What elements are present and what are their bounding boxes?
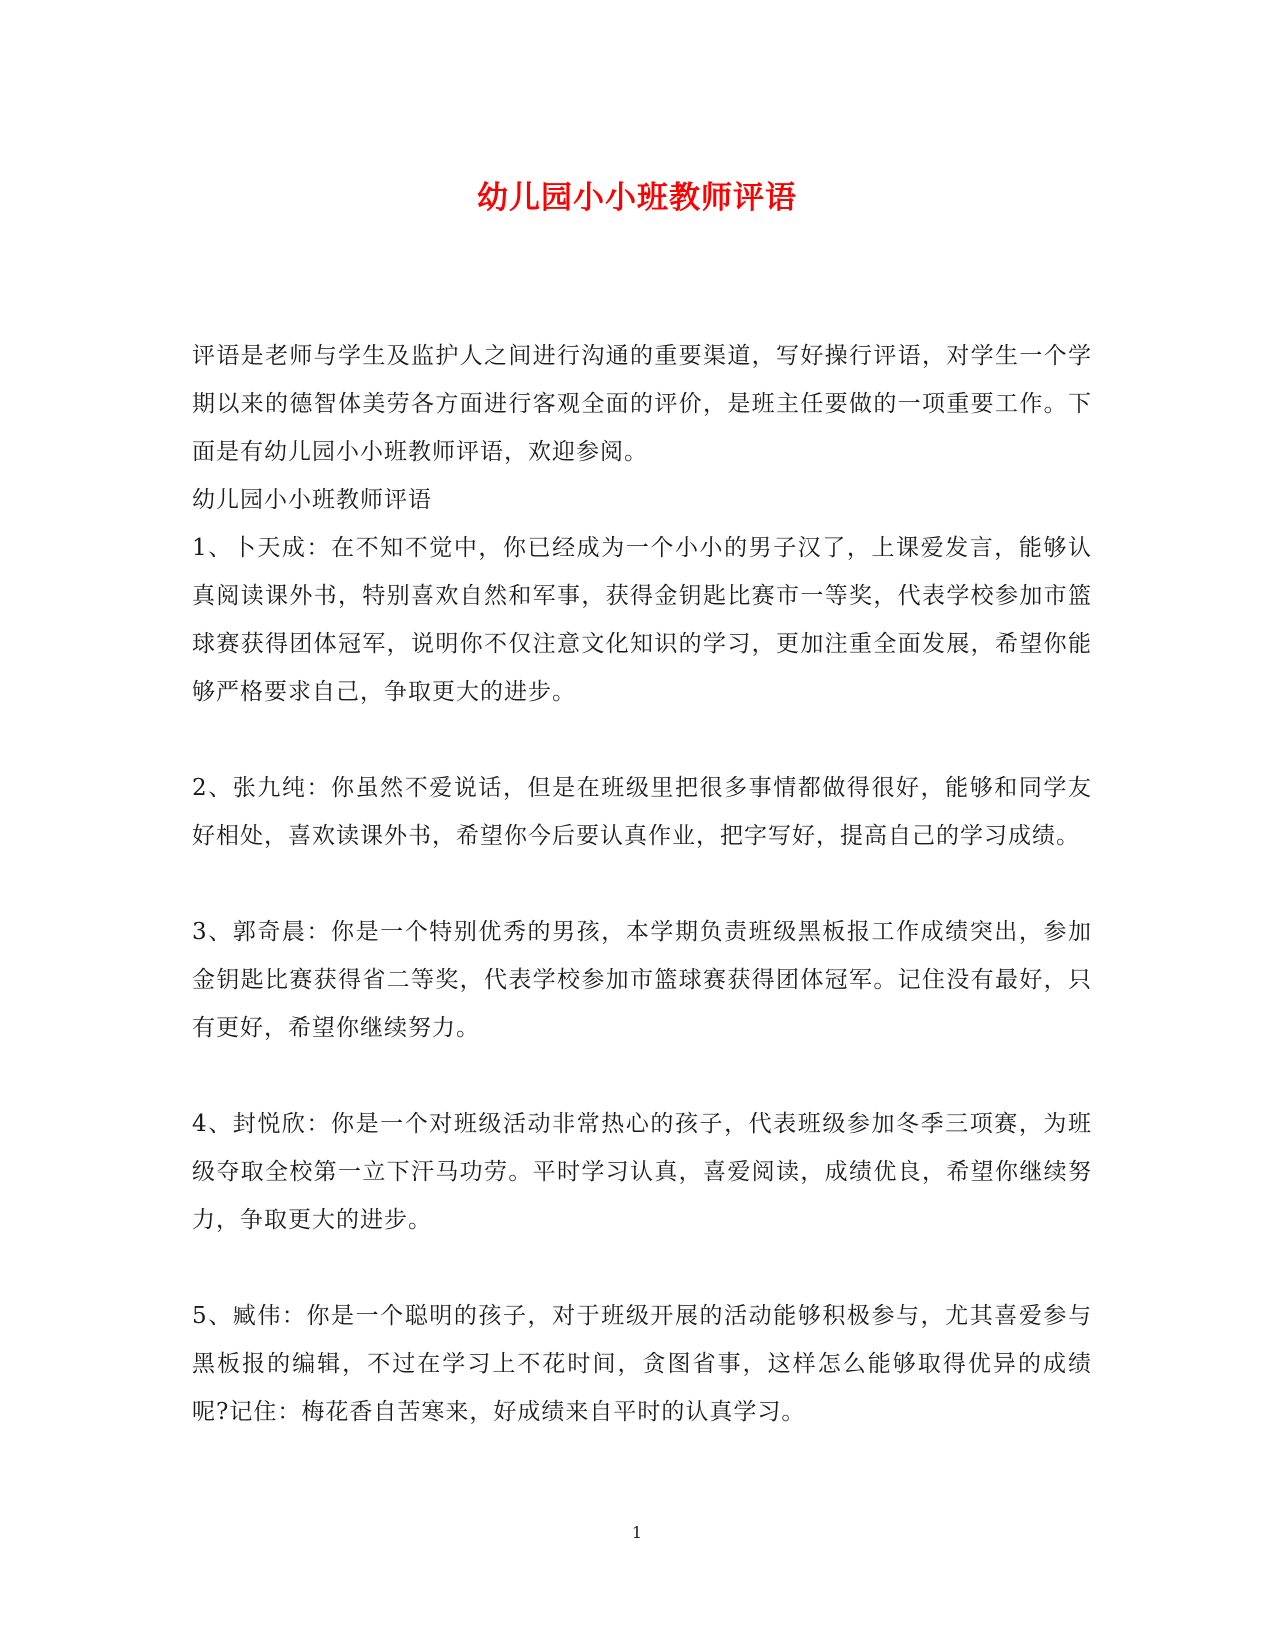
subheading: 幼儿园小小班教师评语	[192, 487, 432, 513]
comment-entry-2: 2、张九纯：你虽然不爱说话，但是在班级里把很多事情都做得很好，能够和同学友好相处，喜欢读课外书，希望你今后要认真作业，把字写好，提高自己的学习成绩。	[192, 775, 1092, 849]
comment-entry-4: 4、封悦欣：你是一个对班级活动非常热心的孩子，代表班级参加冬季三项赛，为班级夺取全校第一立下汗马功劳。平时学习认真，喜爱阅读，成绩优良，希望你继续努力，争取更大的进步。	[192, 1111, 1092, 1233]
comment-entry-1: 1、卜天成：在不知不觉中，你已经成为一个小小的男子汉了，上课爱发言，能够认真阅读课外书，特别喜欢自然和军事，获得金钥匙比赛市一等奖，代表学校参加市篮球赛获得团体冠军，说明你不仅注意文化知识的学习，更加注重全面发展，希望你能够严格要求自己，争取更大的进步。	[192, 535, 1092, 705]
comment-entry-5: 5、臧伟：你是一个聪明的孩子，对于班级开展的活动能够积极参与，尤其喜爱参与黑板报的编辑，不过在学习上不花时间，贪图省事，这样怎么能够取得优异的成绩呢?记住：梅花香自苦寒来，好成绩来自平时的认真学习。	[192, 1303, 1092, 1425]
page-number: 1	[631, 1523, 643, 1542]
comment-entry-3: 3、郭奇晨：你是一个特别优秀的男孩，本学期负责班级黑板报工作成绩突出，参加金钥匙比赛获得省二等奖，代表学校参加市篮球赛获得团体冠军。记住没有最好，只有更好，希望你继续努力。	[192, 919, 1092, 1041]
document-title: 幼儿园小小班教师评语	[477, 180, 797, 216]
document-body	[192, 332, 1092, 1436]
intro-paragraph: 评语是老师与学生及监护人之间进行沟通的重要渠道，写好操行评语，对学生一个学期以来的德智体美劳各方面进行客观全面的评价，是班主任要做的一项重要工作。下面是有幼儿园小小班教师评语，欢迎参阅。	[192, 343, 1092, 465]
